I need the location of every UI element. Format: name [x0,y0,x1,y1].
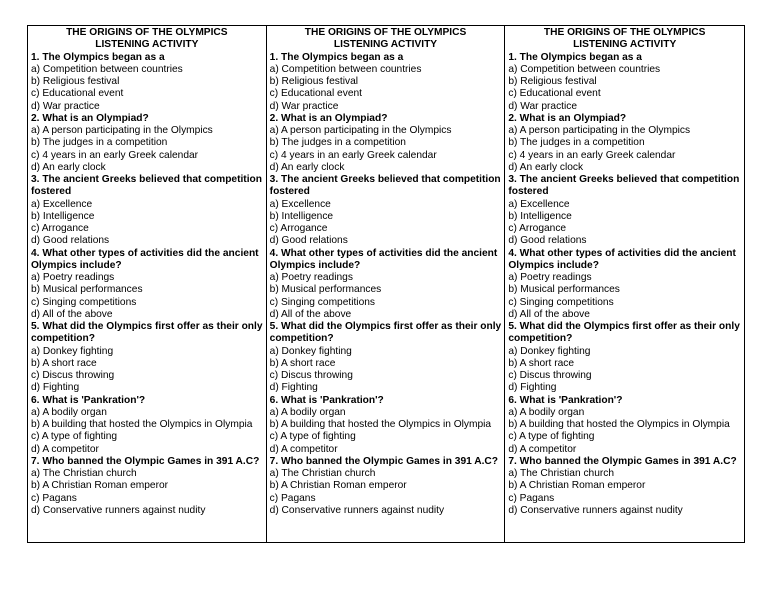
question-3: 3. The ancient Greeks believed that competition fostered [508,174,740,198]
question-6: 6. What is 'Pankration'? [31,394,146,406]
question-2: 2. What is an Olympiad? [31,112,149,124]
worksheet-table [27,25,745,543]
answer-option: b) A Christian Roman emperor [269,480,407,492]
worksheet-title: THE ORIGINS OF THE OLYMPICS [304,27,467,38]
answer-option: d) War practice [31,100,100,112]
answer-option: b) Musical performances [31,284,143,296]
question-2: 2. What is an Olympiad? [269,112,388,124]
answer-option: b) A building that hosted the Olympics in Olympia [269,419,492,430]
answer-option: d) Good relations [508,235,587,247]
answer-option: d) A competitor [31,443,99,455]
answer-option: a) A bodily organ [269,406,346,418]
question-1: 1. The Olympics began as a [508,51,642,63]
answer-option: b) The judges in a competition [269,137,406,149]
question-7: 7. Who banned the Olympic Games in 391 A.C? [31,455,260,467]
question-7: 7. Who banned the Olympic Games in 391 A.C? [508,455,737,467]
answer-option: c) Educational event [31,88,124,100]
answer-option: d) An early clock [508,161,584,173]
answer-option: a) A person participating in the Olympics [508,125,691,136]
question-6: 6. What is 'Pankration'? [508,394,623,406]
worksheet-column-1 [28,26,267,542]
answer-option: c) Pagans [269,492,316,504]
answer-option: b) Intelligence [31,210,95,222]
question-2: 2. What is an Olympiad? [508,112,627,124]
answer-option: c) Discus throwing [269,370,353,381]
question-1: 1. The Olympics began as a [31,51,165,63]
answer-option: c) 4 years in an early Greek calendar [31,149,199,161]
worksheet-subtitle: LISTENING ACTIVITY [573,39,677,51]
answer-option: a) A person participating in the Olympics [31,125,213,136]
answer-option: d) Fighting [31,382,80,394]
answer-option: d) Fighting [269,382,318,394]
answer-option: d) All of the above [269,308,352,320]
answer-option: c) Arrogance [508,223,567,234]
answer-option: a) Competition between countries [269,63,422,75]
answer-option: d) War practice [508,100,578,112]
answer-option: c) Pagans [508,492,555,504]
answer-option: a) The Christian church [31,468,137,479]
answer-option: a) A person participating in the Olympics [269,125,452,136]
answer-option: c) A type of fighting [269,431,356,443]
answer-option: c) Discus throwing [31,370,115,381]
answer-option: d) All of the above [508,308,590,320]
answer-option: c) Singing competitions [31,296,137,308]
worksheet-subtitle: LISTENING ACTIVITY [333,39,438,51]
answer-option: c) Singing competitions [269,296,375,308]
answer-option: d) Conservative runners against nudity [269,504,445,516]
answer-option: d) Conservative runners against nudity [508,504,683,516]
answer-option: d) All of the above [31,308,113,320]
answer-option: b) Intelligence [508,210,572,222]
answer-option: d) Fighting [508,382,557,394]
answer-option: d) A competitor [269,443,338,455]
question-4: 4. What other types of activities did the ancient Olympics include? [31,247,259,271]
answer-option: b) A short race [31,357,97,369]
answer-option: a) Poetry readings [508,272,592,283]
answer-option: a) Competition between countries [31,63,183,75]
answer-option: c) Singing competitions [508,296,614,308]
answer-option: a) Poetry readings [269,272,353,283]
question-5: 5. What did the Olympics first offer as their only competition? [269,321,502,345]
question-6: 6. What is 'Pankration'? [269,394,384,406]
question-1: 1. The Olympics began as a [269,51,404,63]
answer-option: b) Religious festival [31,76,120,87]
answer-option: d) An early clock [31,161,106,173]
answer-option: a) Competition between countries [508,63,661,75]
worksheet-title: THE ORIGINS OF THE OLYMPICS [543,27,706,38]
answer-option: a) The Christian church [269,468,376,479]
answer-option: d) An early clock [269,161,345,173]
question-7: 7. Who banned the Olympic Games in 391 A.C? [269,455,498,467]
answer-option: b) A building that hosted the Olympics in Olympia [31,419,253,430]
answer-option: c) Educational event [269,88,362,100]
worksheet-column-2 [267,26,506,542]
answer-option: b) A Christian Roman emperor [31,480,169,492]
answer-option: a) A bodily organ [31,406,107,418]
answer-option: b) A short race [508,357,575,369]
answer-option: d) Conservative runners against nudity [31,504,206,516]
question-5: 5. What did the Olympics first offer as their only competition? [31,321,263,345]
question-4: 4. What other types of activities did the ancient Olympics include? [508,247,736,271]
answer-option: b) A short race [269,357,336,369]
answer-option: d) Good relations [31,235,110,247]
answer-option: d) Good relations [269,235,348,247]
answer-option: b) Intelligence [269,210,334,222]
answer-option: d) War practice [269,100,339,112]
answer-option: b) Religious festival [508,76,597,87]
answer-option: c) Discus throwing [508,370,592,381]
question-5: 5. What did the Olympics first offer as their only competition? [508,321,740,345]
answer-option: c) A type of fighting [508,431,595,443]
worksheet-title: THE ORIGINS OF THE OLYMPICS [66,27,228,38]
answer-option: a) A bodily organ [508,406,585,418]
answer-option: c) Pagans [31,492,77,504]
answer-option: b) The judges in a competition [508,137,645,149]
question-3: 3. The ancient Greeks believed that competition fostered [31,174,262,198]
answer-option: a) Donkey fighting [508,345,591,357]
answer-option: a) Donkey fighting [269,345,352,357]
answer-option: a) Excellence [508,198,570,210]
question-3: 3. The ancient Greeks believed that competition fostered [269,174,501,198]
answer-option: c) 4 years in an early Greek calendar [508,149,676,161]
answer-option: b) Musical performances [269,284,382,296]
answer-option: a) Excellence [31,198,93,210]
answer-option: a) Donkey fighting [31,345,114,357]
answer-option: a) Poetry readings [31,272,115,283]
answer-option: c) Arrogance [31,223,89,234]
answer-option: b) A Christian Roman emperor [508,480,646,492]
answer-option: a) The Christian church [508,468,615,479]
answer-option: d) A competitor [508,443,577,455]
answer-option: b) A building that hosted the Olympics in Olympia [508,419,730,430]
question-4: 4. What other types of activities did the ancient Olympics include? [269,247,498,271]
answer-option: b) Musical performances [508,284,620,296]
answer-option: a) Excellence [269,198,331,210]
answer-option: c) 4 years in an early Greek calendar [269,149,437,161]
answer-option: c) Educational event [508,88,601,100]
answer-option: b) The judges in a competition [31,137,168,149]
answer-option: c) A type of fighting [31,431,118,443]
answer-option: c) Arrogance [269,223,328,234]
worksheet-subtitle: LISTENING ACTIVITY [95,39,199,51]
answer-option: b) Religious festival [269,76,359,87]
worksheet-column-3 [505,26,744,542]
